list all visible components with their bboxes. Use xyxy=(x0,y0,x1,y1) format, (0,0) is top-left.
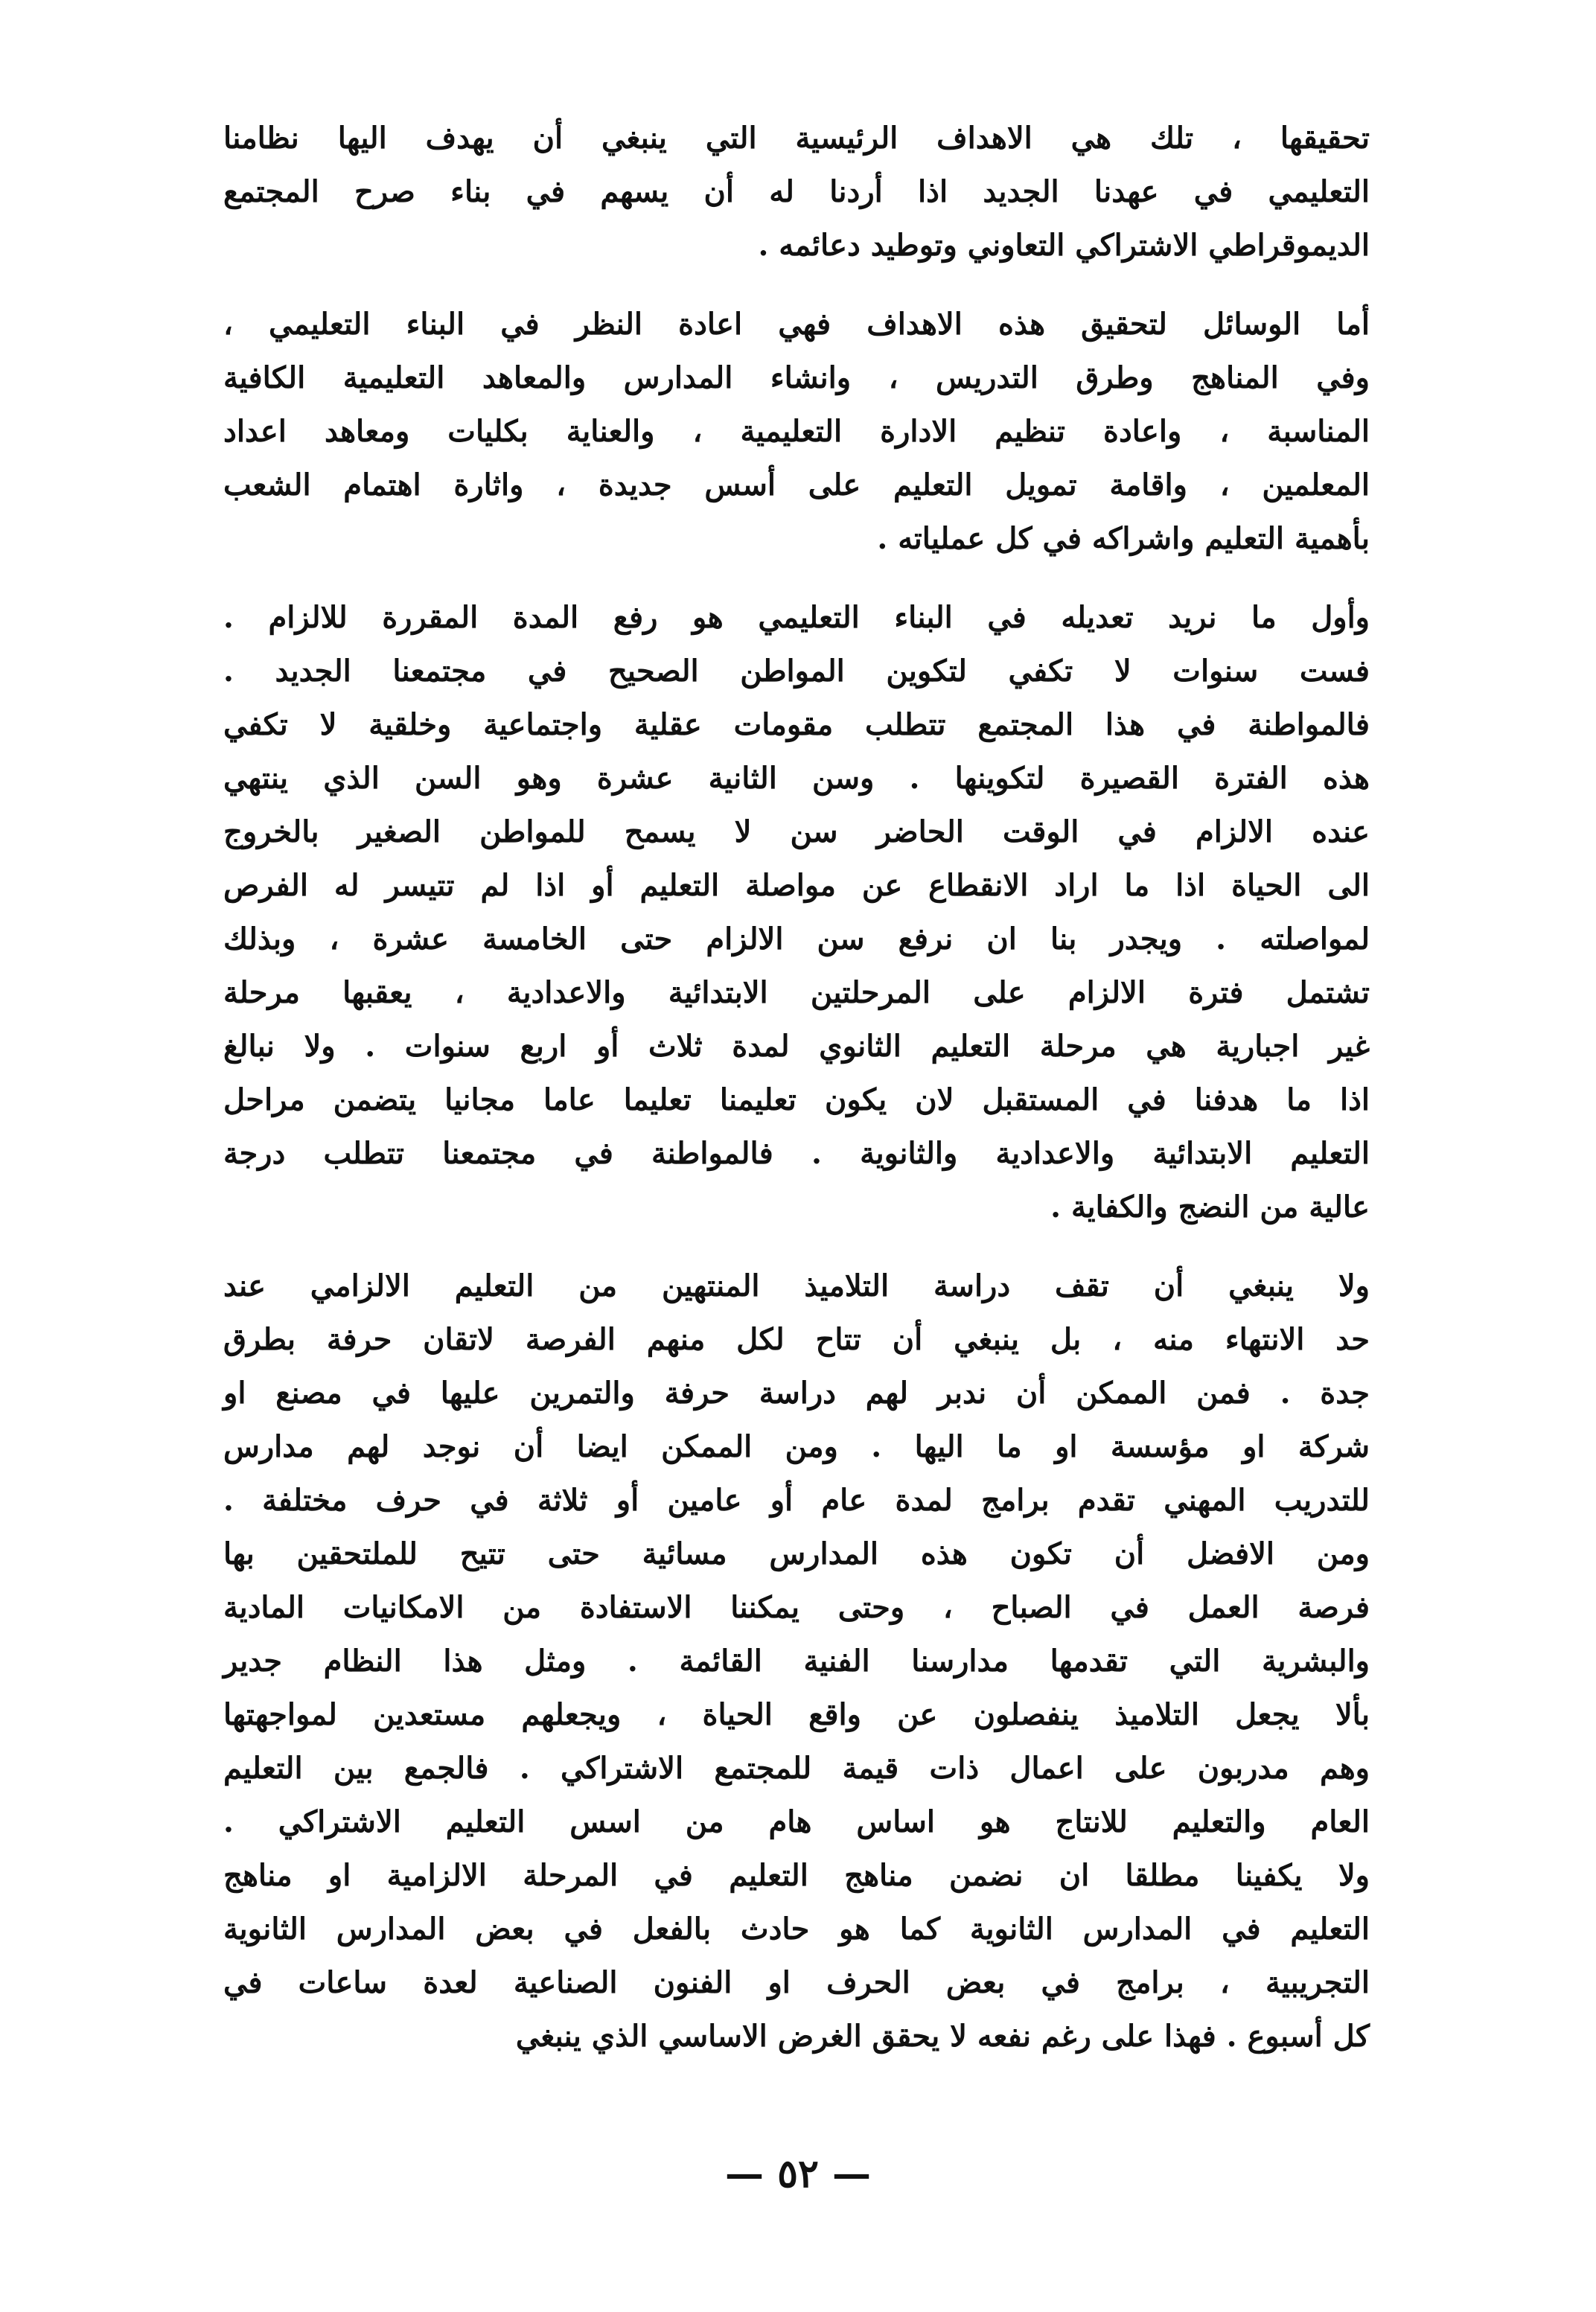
text-line: فرصة العمل في الصباح ، وحتى يمكننا الاستفادة من الامكانيات المادية xyxy=(223,1590,1370,1625)
text-line: المناسبة ، واعادة تنظيم الادارة التعليمية ، والعناية بكليات ومعاهد اعداد xyxy=(223,414,1370,449)
text-line: هذه الفترة القصيرة لتكوينها . وسن الثانية عشرة وهو السن الذي ينتهي xyxy=(223,761,1370,796)
text-line: فالمواطنة في هذا المجتمع تتطلب مقومات عقلية واجتماعية وخلقية لا تكفي xyxy=(223,707,1370,742)
text-line: غير اجبارية هي مرحلة التعليم الثانوي لمدة ثلاث أو اربع سنوات . ولا نبالغ xyxy=(223,1029,1370,1064)
paragraph xyxy=(223,591,1370,1234)
paragraph xyxy=(223,112,1370,272)
text-line: التعليمي في عهدنا الجديد اذا أردنا له أن يسهم في بناء صرح المجتمع xyxy=(223,174,1370,209)
text-line: بأهمية التعليم واشراكه في كل عملياته . xyxy=(877,521,1370,556)
text-line: التعليم الابتدائية والاعدادية والثانوية . فالمواطنة في مجتمعنا تتطلب درجة xyxy=(223,1136,1370,1171)
text-line: حد الانتهاء منه ، بل ينبغي أن تتاح لكل منهم الفرصة لاتقان حرفة بطرق xyxy=(223,1322,1370,1357)
text-line: التعليم في المدارس الثانوية كما هو حادث بالفعل في بعض المدارس الثانوية xyxy=(223,1912,1370,1947)
text-line: فست سنوات لا تكفي لتكوين المواطن الصحيح في مجتمعنا الجديد . xyxy=(223,654,1370,689)
text-line: أما الوسائل لتحقيق هذه الاهداف فهي اعادة النظر في البناء التعليمي ، xyxy=(223,307,1370,342)
text-line: للتدريب المهني تقدم برامج لمدة عام أو عامين أو ثلاثة في حرف مختلفة . xyxy=(223,1483,1370,1518)
text-line: وأول ما نريد تعديله في البناء التعليمي هو رفع المدة المقررة للالزام . xyxy=(223,600,1370,635)
text-line: كل أسبوع . فهذا على رغم نفعه لا يحقق الغرض الاساسي الذي ينبغي xyxy=(515,2019,1370,2054)
text-line: تحقيقها ، تلك هي الاهداف الرئيسية التي ينبغي أن يهدف اليها نظامنا xyxy=(223,121,1370,156)
text-line: المعلمين ، واقامة تمويل التعليم على أسس جديدة ، واثارة اهتمام الشعب xyxy=(223,467,1370,502)
document-body xyxy=(223,112,1370,2063)
paragraph-gap xyxy=(223,1234,1370,1259)
text-line: وهم مدربون على اعمال ذات قيمة للمجتمع الاشتراكي . فالجمع بين التعليم xyxy=(223,1751,1370,1786)
text-line: لمواصلته . ويجدر بنا ان نرفع سن الالزام حتى الخامسة عشرة ، وبذلك xyxy=(223,922,1370,957)
text-line: العام والتعليم للانتاج هو اساس هام من اسس التعليم الاشتراكي . xyxy=(223,1804,1370,1839)
text-line: ومن الافضل أن تكون هذه المدارس مسائية حتى تتيح للملتحقين بها xyxy=(223,1536,1370,1571)
text-line: الديموقراطي الاشتراكي التعاوني وتوطيد دعائمه . xyxy=(758,228,1370,263)
text-line: الى الحياة اذا ما اراد الانقطاع عن مواصلة التعليم أو اذا لم تتيسر له الفرص xyxy=(223,868,1370,903)
text-line: تشتمل فترة الالزام على المرحلتين الابتدائية والاعدادية ، يعقبها مرحلة xyxy=(223,975,1370,1010)
paragraph-gap xyxy=(223,272,1370,298)
paragraph xyxy=(223,298,1370,566)
text-line: اذا ما هدفنا في المستقبل لان يكون تعليمنا تعليما عاما مجانيا يتضمن مراحل xyxy=(223,1082,1370,1117)
paragraph-gap xyxy=(223,566,1370,591)
text-line: ولا يكفينا مطلقا ان نضمن مناهج التعليم في المرحلة الالزامية او مناهج xyxy=(223,1858,1370,1893)
text-line: شركة او مؤسسة او ما اليها . ومن الممكن ايضا أن نوجد لهم مدارس xyxy=(223,1429,1370,1464)
page-number: — ٥٢ — xyxy=(724,2151,872,2197)
text-line: التجريبية ، برامج في بعض الحرف او الفنون الصناعية لعدة ساعات في xyxy=(223,1965,1370,2000)
text-line: جدة . فمن الممكن أن ندبر لهم دراسة حرفة والتمرين عليها في مصنع او xyxy=(223,1376,1370,1411)
text-line: ولا ينبغي أن تقف دراسة التلاميذ المنتهين من التعليم الالزامي عند xyxy=(223,1268,1370,1303)
text-line: عالية من النضج والكفاية . xyxy=(1050,1189,1370,1224)
text-line: وفي المناهج وطرق التدريس ، وانشاء المدارس والمعاهد التعليمية الكافية xyxy=(223,360,1370,395)
text-line: عنده الالزام في الوقت الحاضر سن لا يسمح للمواطن الصغير بالخروج xyxy=(223,814,1370,849)
paragraph xyxy=(223,1259,1370,2063)
text-line: بألا يجعل التلاميذ ينفصلون عن واقع الحياة ، ويجعلهم مستعدين لمواجهتها xyxy=(223,1697,1370,1732)
text-line: والبشرية التي تقدمها مدارسنا الفنية القائمة . ومثل هذا النظام جدير xyxy=(223,1644,1370,1679)
